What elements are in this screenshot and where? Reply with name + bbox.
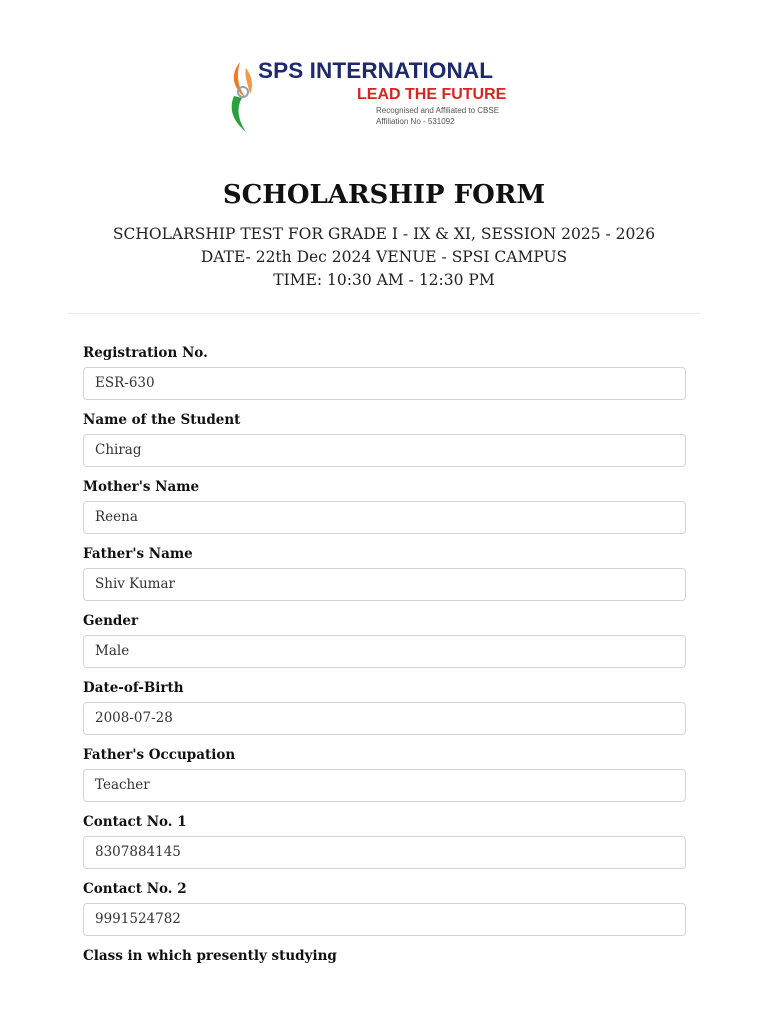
father-occupation-input[interactable]: Teacher: [83, 769, 686, 802]
school-logo: [226, 56, 526, 136]
tricolor-flame-icon: [226, 58, 260, 134]
test-description: SCHOLARSHIP TEST FOR GRADE I - IX & XI, SESSION 2025 - 2026: [112, 225, 656, 243]
student-name-input[interactable]: Chirag: [83, 434, 686, 467]
recognition-text: Recognised and Affiliated to CBSE: [376, 106, 500, 115]
contact1-label: Contact No. 1: [83, 814, 187, 830]
father-name-label: Father's Name: [83, 546, 193, 562]
student-name-label: Name of the Student: [83, 412, 241, 428]
school-tagline: LEAD THE FUTURE: [357, 86, 507, 103]
contact2-label: Contact No. 2: [83, 881, 187, 897]
father-name-input[interactable]: Shiv Kumar: [83, 568, 686, 601]
mother-name-input[interactable]: Reena: [83, 501, 686, 534]
test-time: TIME: 10:30 AM - 12:30 PM: [273, 271, 495, 289]
registration-no-input[interactable]: ESR-630: [83, 367, 686, 400]
gender-label: Gender: [83, 613, 139, 629]
header-divider: [68, 313, 700, 314]
dob-input[interactable]: 2008-07-28: [83, 702, 686, 735]
father-occupation-label: Father's Occupation: [83, 747, 236, 763]
dob-label: Date-of-Birth: [83, 680, 184, 696]
contact2-input[interactable]: 9991524782: [83, 903, 686, 936]
registration-no-label: Registration No.: [83, 345, 208, 361]
mother-name-label: Mother's Name: [83, 479, 200, 495]
test-date-venue: DATE- 22th Dec 2024 VENUE - SPSI CAMPUS: [200, 248, 568, 266]
affiliation-text: Affiliation No - 531092: [376, 117, 455, 126]
present-class-label: Class in which presently studying: [83, 948, 337, 964]
school-name: SPS INTERNATIONAL: [258, 58, 494, 83]
gender-input[interactable]: Male: [83, 635, 686, 668]
page-title: SCHOLARSHIP FORM: [222, 180, 546, 210]
contact1-input[interactable]: 8307884145: [83, 836, 686, 869]
